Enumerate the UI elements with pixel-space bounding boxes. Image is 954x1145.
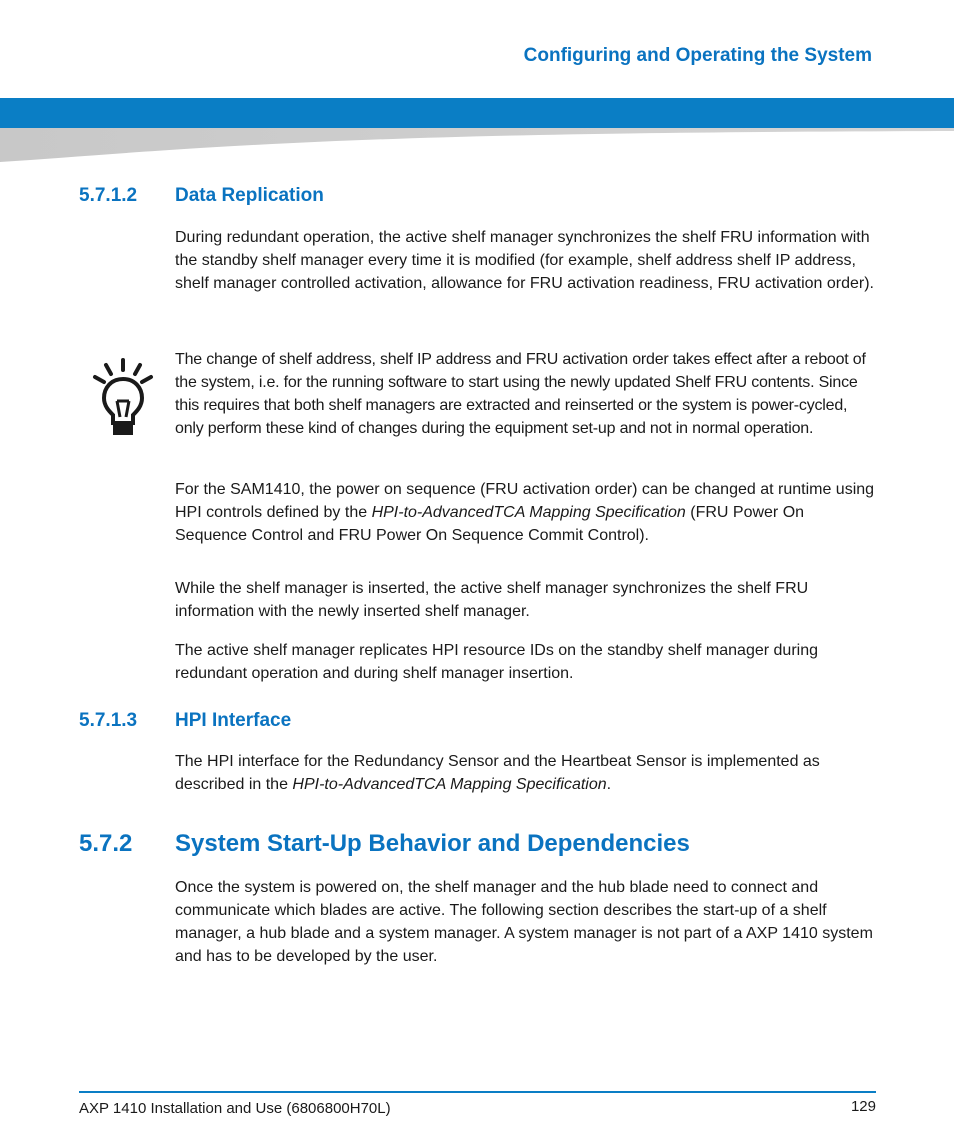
- text: The HPI interface for the Redundancy Sensor and the Heartbeat Sensor is implemented as described in the: [175, 753, 820, 793]
- paragraph-with-reference: [175, 750, 875, 796]
- lightbulb-icon: [92, 357, 154, 439]
- section-heading-data-replication: [79, 184, 324, 208]
- text: For the SAM1410, the power on sequence (FRU activation order) can be changed at runtime using HPI controls defined by the: [175, 481, 875, 521]
- section-number: 5.7.2: [79, 830, 133, 857]
- section-heading-hpi-interface: [79, 709, 291, 733]
- section-title: System Start-Up Behavior and Dependencies: [175, 830, 690, 857]
- spec-reference: HPI-to-AdvancedTCA Mapping Specification: [371, 504, 686, 521]
- footer-rule: [79, 1091, 876, 1093]
- paragraph: Once the system is powered on, the shelf manager and the hub blade need to connect and communicate which blades are active. The following section describes the start-up of a shelf manager, a hub blade and a system manager. A system manager is not part of a AXP 1410 system and has to be developed by the user.: [175, 879, 873, 965]
- paragraph: During redundant operation, the active shelf manager synchronizes the shelf FRU information with the standby shelf manager every time it is modified (for example, shelf address shelf IP address, shelf manager controlled activation, allowance for FRU activation readiness, FRU activation order).: [175, 229, 874, 292]
- footer-document-title: AXP 1410 Installation and Use (6806800H70L): [79, 1100, 391, 1117]
- section-title: Data Replication: [175, 185, 324, 206]
- header-blue-band: [0, 98, 954, 128]
- paragraph-with-reference: [175, 478, 875, 547]
- page-number: 129: [850, 1098, 876, 1115]
- spec-reference: HPI-to-AdvancedTCA Mapping Specification: [292, 776, 607, 793]
- section-title: HPI Interface: [175, 710, 292, 731]
- text: (FRU Power On Sequence Control and FRU Power On Sequence Commit Control).: [175, 504, 805, 544]
- header-title-box: [516, 42, 874, 72]
- text: .: [606, 776, 612, 793]
- note-paragraph: The change of shelf address, shelf IP address and FRU activation order takes effect after a reboot of the system, i.e. for the running software to start using the newly updated Shelf FRU contents. Since this requires that both shelf managers are extracted and reinserted or the system is power-cycled, only perform these kind of changes during the equipment set-up and not in normal operation.: [175, 351, 866, 437]
- section-heading-system-startup: [79, 829, 690, 859]
- running-header-title: Configuring and Operating the System: [523, 45, 872, 66]
- section-number: 5.7.1.3: [79, 710, 138, 731]
- paragraph: The active shelf manager replicates HPI resource IDs on the standby shelf manager during redundant operation and during shelf manager insertion.: [175, 642, 818, 682]
- section-number: 5.7.1.2: [79, 185, 138, 206]
- paragraph: While the shelf manager is inserted, the active shelf manager synchronizes the shelf FRU information with the newly inserted shelf manager.: [175, 580, 809, 620]
- header-gray-swoosh: [0, 128, 954, 162]
